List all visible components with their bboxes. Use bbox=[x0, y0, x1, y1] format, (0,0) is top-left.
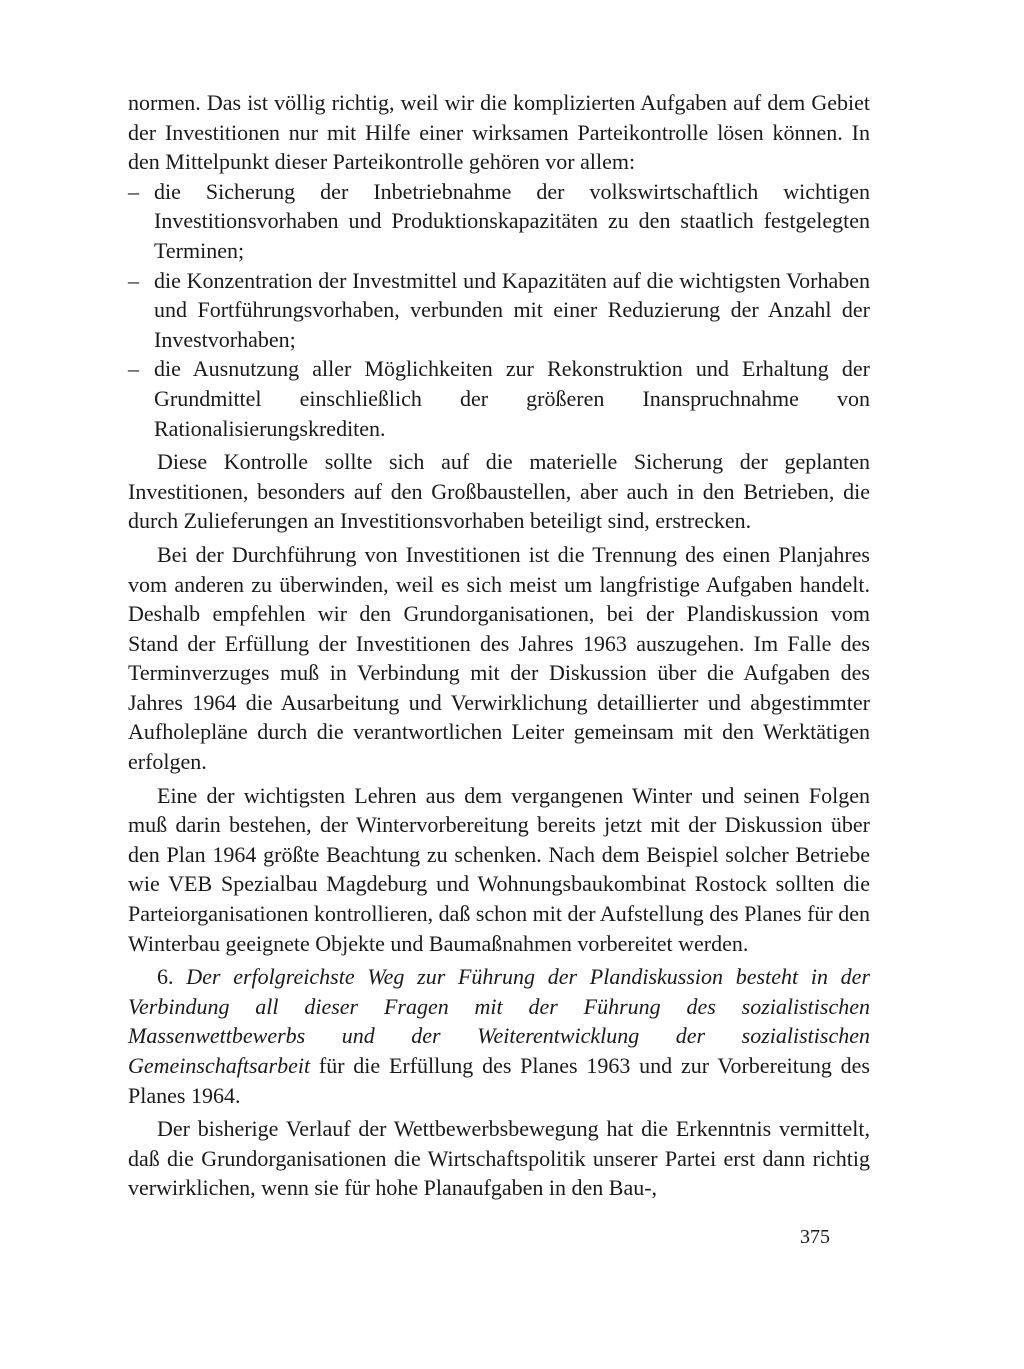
section-number: 6. bbox=[157, 964, 174, 990]
list-item bbox=[128, 266, 870, 355]
list-item-text: die Konzentration der Investmittel und Kapazitäten auf die wichtigsten Vorhaben und Fortführungsvorhaben, verbunden mit einer Reduzierung der Anzahl der Investvorhaben; bbox=[154, 267, 870, 352]
page-number: 375 bbox=[800, 1226, 830, 1248]
opening-paragraph: normen. Das ist völlig richtig, weil wir die komplizierten Aufgaben auf dem Gebiet der Investitionen nur mit Hilfe einer wirksamen Parteikontrolle lösen können. In den Mittelpunkt dieser Parteikontrolle gehören vor allem: bbox=[128, 90, 870, 175]
list-item-text: die Ausnutzung aller Möglichkeiten zur Rekonstruktion und Erhaltung der Grundmittel einschließlich der größeren Inanspruchnahme von Rationalisierungskrediten. bbox=[154, 356, 870, 441]
paragraph-investitionen: Bei der Durchführung von Investitionen ist die Trennung des einen Planjahres vom anderen zu überwinden, weil es sich meist um langfristige Aufgaben handelt. Deshalb empfehlen wir den Grundorganisationen, bei der Plandiskussion vom Stand der Erfüllung der Investitionen des Jahres 1963 auszugehen. Im Falle des Terminverzuges muß in Verbindung mit der Diskussion über die Aufgaben des Jahres 1964 die Ausarbeitung und Verwirklichung detaillierter und abgestimmter Aufholepläne durch die verantwortlichen Leiter gemeinsam mit den Werktätigen erfolgen. bbox=[128, 541, 870, 775]
list-dash: – bbox=[128, 178, 139, 204]
paragraph-section-6 bbox=[128, 962, 870, 1110]
list-item-text: die Sicherung der Inbetriebnahme der volkswirtschaftlich wichtigen Investitionsvorhaben und Produktionskapazitäten zu den staatlich festgelegten Terminen; bbox=[154, 178, 870, 263]
section-emphasis: Der erfolgreichste Weg zur Führung der Plandiskussion besteht in der Verbindung all dieser Fragen mit der Führung des sozialistischen Massenwettbewerbs und der Weiterentwicklung der sozialistischen Gemeinschaftsarbeit bbox=[128, 964, 871, 1078]
list-dash: – bbox=[128, 356, 139, 382]
list-item bbox=[128, 354, 870, 443]
section-rest: für die Erfüllung des Planes 1963 und zur Vorbereitung des Planes 1964. bbox=[128, 1053, 870, 1108]
list-dash: – bbox=[128, 267, 139, 293]
body-text bbox=[128, 88, 870, 1203]
paragraph-wettbewerb: Der bisherige Verlauf der Wettbewerbsbewegung hat die Erkenntnis vermittelt, daß die Grundorganisationen die Wirtschaftspolitik unserer Partei erst dann richtig verwirklichen, wenn sie für hohe Planaufgaben in den Bau-, bbox=[128, 1116, 870, 1201]
control-list bbox=[128, 177, 870, 443]
paragraph-winter: Eine der wichtigsten Lehren aus dem vergangenen Winter und seinen Folgen muß darin bestehen, der Wintervorbereitung bereits jetzt mit der Diskussion über den Plan 1964 größte Beachtung zu schenken. Nach dem Beispiel solcher Betriebe wie VEB Spezialbau Magdeburg und Wohnungsbaukombinat Rostock sollten die Parteiorganisationen kontrollieren, daß schon mit der Aufstellung des Planes für den Winterbau geeignete Objekte und Baumaßnahmen vorbereitet werden. bbox=[128, 782, 870, 956]
list-item bbox=[128, 177, 870, 266]
paragraph-kontrolle: Diese Kontrolle sollte sich auf die materielle Sicherung der geplanten Investitionen, besonders auf den Großbaustellen, aber auch in den Betrieben, die durch Zulieferungen an Investitionsvorhaben beteiligt sind, erstrecken. bbox=[128, 449, 870, 534]
